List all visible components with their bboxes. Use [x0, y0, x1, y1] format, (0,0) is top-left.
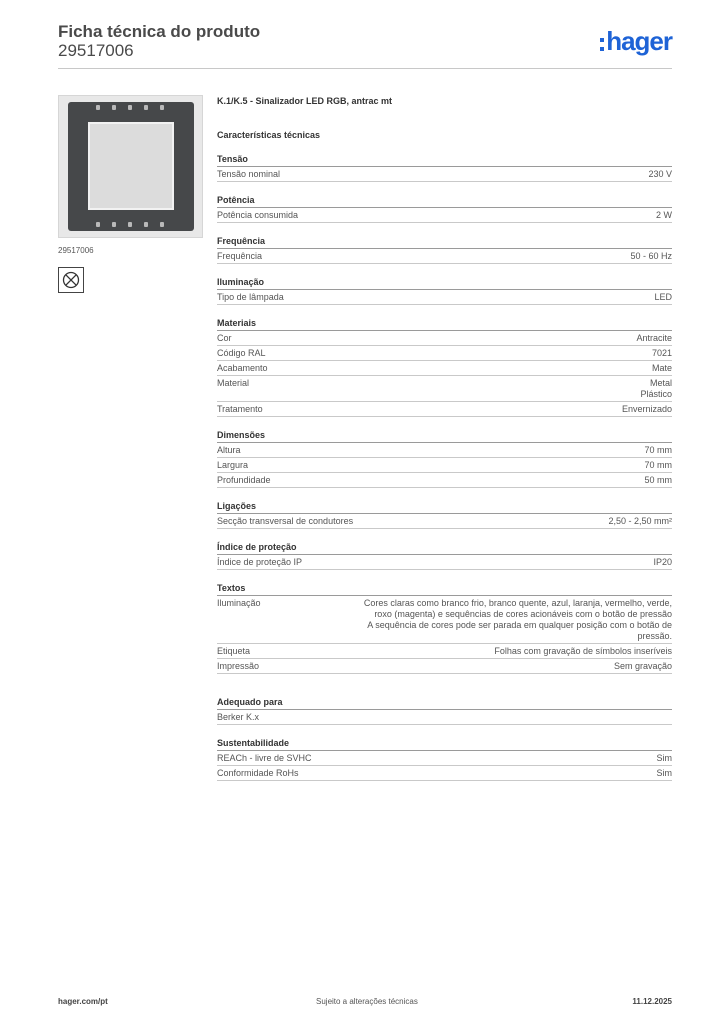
spec-label: Etiqueta	[217, 646, 251, 656]
spec-label: Frequência	[217, 251, 263, 261]
spec-group	[217, 194, 672, 223]
spec-value-line: 2 W	[655, 210, 672, 220]
spec-groups	[217, 153, 672, 674]
spec-row	[217, 644, 672, 659]
spec-value-line: Plástico	[640, 389, 672, 399]
spec-row	[217, 331, 672, 346]
spec-label: Altura	[217, 445, 241, 455]
spec-row	[217, 346, 672, 361]
spec-label: Tipo de lâmpada	[217, 292, 284, 302]
spec-label: Secção transversal de condutores	[217, 516, 354, 526]
spec-group	[217, 429, 672, 488]
spec-row	[217, 473, 672, 488]
spec-label: Acabamento	[217, 363, 268, 373]
document-title: Ficha técnica do produto	[58, 22, 261, 41]
spec-heading: Características técnicas	[217, 130, 321, 140]
spec-value	[644, 475, 672, 486]
spec-value	[652, 348, 672, 359]
spec-value-line: 50 mm	[644, 475, 672, 485]
spec-label: Berker K.x	[217, 712, 260, 722]
spec-label: Iluminação	[217, 598, 261, 608]
spec-value	[608, 516, 672, 527]
spec-row	[217, 443, 672, 458]
spec-value	[622, 404, 672, 415]
specifications	[217, 94, 672, 781]
spec-row	[217, 514, 672, 529]
spec-group-title: Frequência	[217, 235, 672, 249]
product-image	[58, 95, 203, 238]
spec-value	[657, 768, 673, 779]
spec-group-title: Dimensões	[217, 429, 672, 443]
spec-group-title: Índice de proteção	[217, 541, 672, 555]
spec-value-line: Cores claras como branco frio, branco quente, azul, laranja, vermelho, verde, roxo (magenta) e sequências de cores acionáveis com o botão de pressão	[363, 598, 672, 619]
spec-label: Índice de proteção IP	[217, 557, 303, 567]
spec-value	[654, 292, 672, 303]
spec-value-line: Sim	[656, 753, 672, 763]
spec-value	[614, 661, 672, 672]
hager-logo	[600, 28, 672, 54]
spec-group-title: Textos	[217, 582, 672, 596]
spec-label: Cor	[217, 333, 232, 343]
spec-value-line: Antracite	[636, 333, 672, 343]
spec-value-line: Folhas com gravação de símbolos inseríveis	[494, 646, 672, 656]
spec-label: Tratamento	[217, 404, 263, 414]
spec-row	[217, 290, 672, 305]
spec-group-title: Materiais	[217, 317, 672, 331]
spec-row	[217, 402, 672, 417]
spec-value	[648, 169, 672, 180]
spec-value	[630, 251, 672, 262]
spec-value-line: 70 mm	[644, 445, 672, 455]
spec-value-line: Metal	[649, 378, 672, 388]
spec-value-line: Sem gravação	[613, 661, 672, 671]
spec-group-title: Iluminação	[217, 276, 672, 290]
spec-row	[217, 596, 672, 644]
spec-value	[494, 646, 672, 657]
spec-value	[640, 378, 672, 400]
spec-group	[217, 276, 672, 305]
spec-value-line: Envernizado	[621, 404, 672, 414]
spec-label: Profundidade	[217, 475, 271, 485]
spec-value	[352, 598, 672, 642]
product-plate	[68, 102, 194, 231]
spec-row	[217, 208, 672, 223]
spec-group	[217, 235, 672, 264]
spec-group	[217, 153, 672, 182]
spec-label: Tensão nominal	[217, 169, 281, 179]
logo-text: hager	[606, 26, 672, 56]
spec-row	[217, 659, 672, 674]
footer-date: 11.12.2025	[632, 997, 672, 1006]
product-name: K.1/K.5 - Sinalizador LED RGB, antrac mt	[217, 96, 393, 106]
spec-value	[656, 210, 672, 221]
spec-group	[217, 317, 672, 417]
spec-label: Potência consumida	[217, 210, 299, 220]
spec-value-line: A sequência de cores pode ser parada em qualquer posição com o botão de pressão.	[367, 620, 672, 641]
spec-row	[217, 167, 672, 182]
product-code: 29517006	[58, 41, 134, 60]
spec-value-line: 70 mm	[644, 460, 672, 470]
led-lens	[88, 122, 174, 210]
spec-label: Conformidade RoHs	[217, 768, 299, 778]
spec-group-title: Sustentabilidade	[217, 737, 672, 751]
spec-value	[657, 753, 673, 764]
spec-value-line: IP20	[653, 557, 672, 567]
spec-label: Material	[217, 378, 250, 388]
spec-value	[653, 557, 672, 568]
spec-row	[217, 361, 672, 376]
spec-row	[217, 766, 672, 781]
spec-group	[217, 541, 672, 570]
spec-row	[217, 710, 672, 725]
extra-groups	[217, 696, 672, 781]
header-divider	[58, 68, 672, 69]
spec-group	[217, 582, 672, 674]
spec-group-title: Ligações	[217, 500, 672, 514]
spec-value-line: LED	[654, 292, 672, 302]
spec-value-line: 230 V	[648, 169, 672, 179]
spec-group-title: Tensão	[217, 153, 672, 167]
lamp-symbol-icon	[58, 267, 84, 293]
page-header	[58, 20, 672, 68]
spec-group	[217, 500, 672, 529]
spec-row	[217, 376, 672, 402]
spec-value-line: 50 - 60 Hz	[630, 251, 672, 261]
spec-value-line: Mate	[651, 363, 672, 373]
spec-row	[217, 751, 672, 766]
spec-group-title: Adequado para	[217, 696, 672, 710]
spec-value-line: Sim	[656, 768, 672, 778]
spec-label: Código RAL	[217, 348, 266, 358]
footer-website: hager.com/pt	[58, 997, 108, 1006]
footer-note: Sujeito a alterações técnicas	[316, 997, 418, 1006]
spec-group	[217, 737, 672, 781]
spec-label: Largura	[217, 460, 249, 470]
spec-group-title: Potência	[217, 194, 672, 208]
spec-value-line: 7021	[651, 348, 672, 358]
spec-row	[217, 555, 672, 570]
spec-value	[644, 460, 672, 471]
spec-label: Impressão	[217, 661, 260, 671]
image-caption: 29517006	[58, 246, 94, 255]
spec-label: REACh - livre de SVHC	[217, 753, 312, 763]
spec-row	[217, 249, 672, 264]
spec-row	[217, 458, 672, 473]
logo-dots-icon	[600, 38, 604, 51]
spec-value-line: 2,50 - 2,50 mm²	[608, 516, 672, 526]
spec-group	[217, 696, 672, 725]
product-image-column	[58, 95, 203, 293]
spec-value	[636, 333, 672, 344]
spec-value	[644, 445, 672, 456]
spec-value	[652, 363, 672, 374]
